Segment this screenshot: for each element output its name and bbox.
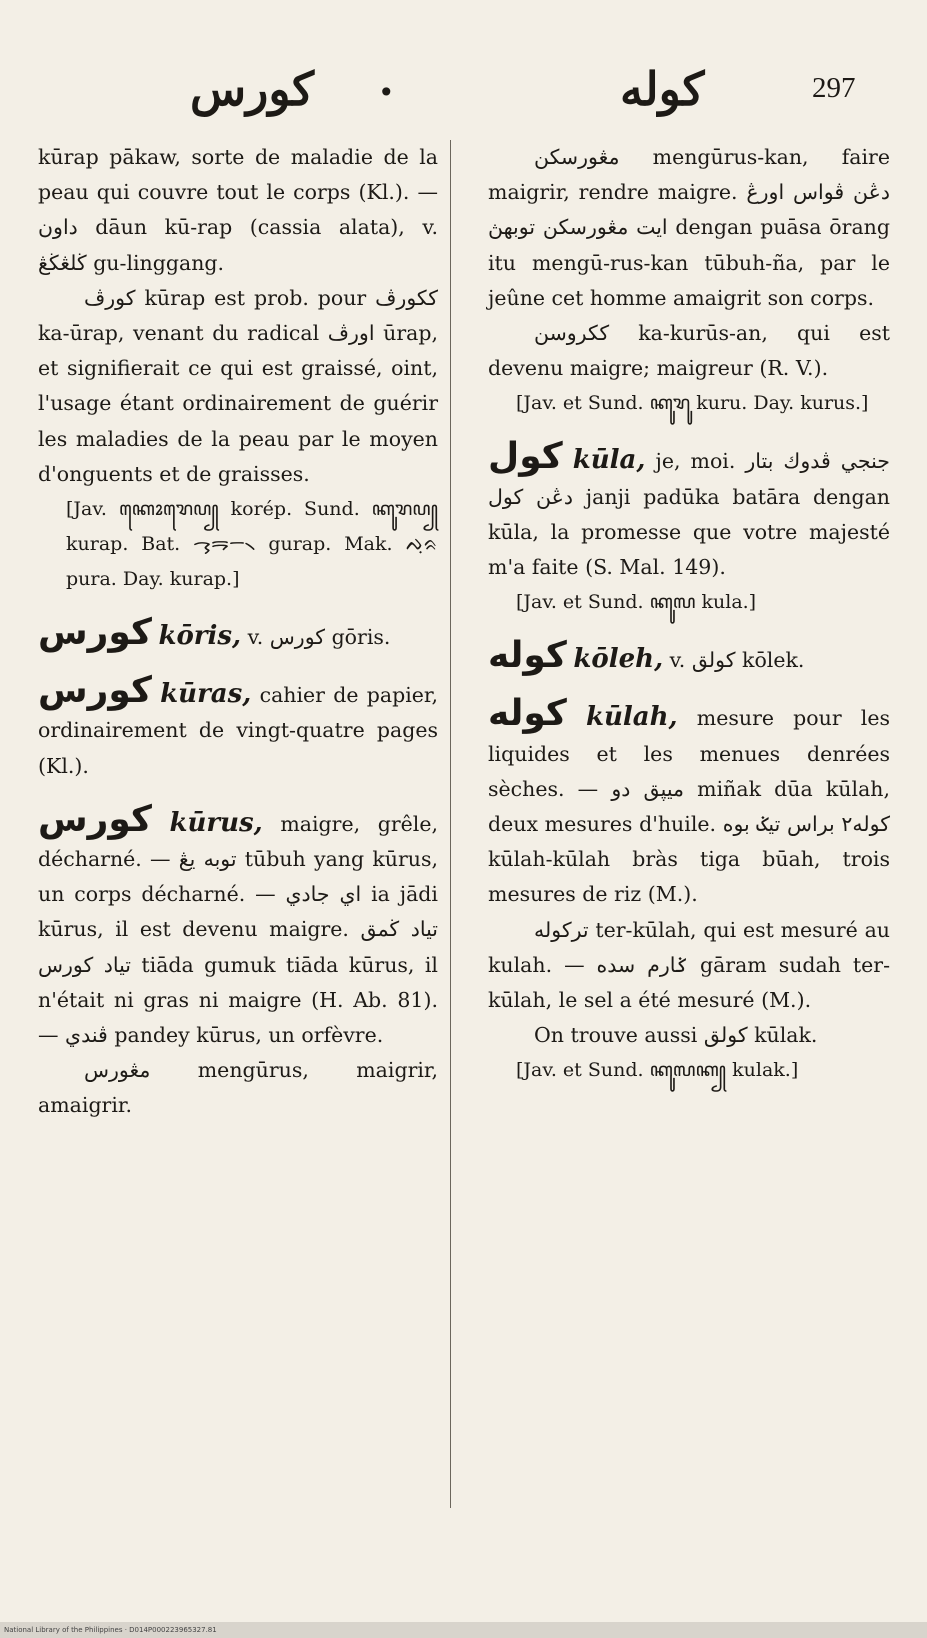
entry-koris-headword: kōris, (158, 621, 242, 652)
left-para-3: [Jav. ꦏꦺꦴꦫꦺꦥ꧀ korép. Sund. ꦏꦸꦫꦥ꧀ kurap. Bat. ᯎᯮᯒᯇ᯲ gurap. Mak. ᨄᨘᨑ pura. Day. kurap.] (66, 498, 438, 591)
entry-kurus-text: maigre, grêle, décharné. — توبه يڠ tūbuh yang kūrus, un corps décharné. — اي جادي ia jādi kūrus, il est devenu maigre. تياد ڬمق تياد كورس tiāda gumuk tiāda kūrus, il n'était ni gras ni maigre (H. Ab. 81). — ڤندي pandey kūrus, un orfèvre. (38, 811, 438, 1048)
entry-kula-headword: kūla, (572, 445, 646, 476)
entry-koris (38, 612, 438, 655)
right-para-5: تركوله ter-kūlah, qui est mesuré au kulah. — ݢارم سده gāram sudah ter-kūlah, le sel a été mesuré (M.). (488, 917, 891, 1013)
entry-kula-arabic: كول (488, 436, 563, 478)
left-para-mengurus: مڠورس mengūrus, maigrir, amaigrir. (38, 1058, 438, 1118)
right-para-3: [Jav. et Sund. ꦏꦸꦫꦸ kuru. Day. kurus.] (516, 392, 869, 415)
entry-koleh-text: v. كولق kōlek. (663, 648, 805, 673)
page-number: 297 (812, 72, 856, 104)
entry-koleh-arabic: كوله (488, 635, 567, 677)
entry-kuras-arabic: كورس (38, 670, 152, 712)
header-left-headword: كورس (190, 62, 315, 116)
entry-kulah-text: mesure pour les liquides et les menues denrées sèches. — ميڽق دو miñak dūa kūlah, deux mesures d'huile. كوله٢ براس تيݢ بوه kūlah-kūlah bràs tiga būah, trois mesures de riz (M.). (488, 706, 891, 907)
entry-kulah (488, 693, 891, 912)
entry-kurus-arabic: كورس (38, 798, 152, 840)
entry-kuras (38, 670, 438, 784)
right-para-4: [Jav. et Sund. ꦏꦸꦭ kula.] (516, 591, 757, 614)
entry-kurus-headword: kūrus, (169, 807, 263, 838)
entry-kulah-headword: kūlah, (586, 702, 678, 733)
entry-koris-text: v. كورس gōris. (241, 625, 391, 650)
footer-credit: National Library of the Philippines · D014P000223965327.81 (0, 1622, 927, 1638)
right-para-6: On trouve aussi كولق kūlak. (534, 1023, 818, 1048)
right-column (488, 140, 890, 1088)
left-para-2: كورڤ kūrap est prob. pour ككورڤ ka-ūrap, venant du radical اورڤ ūrap, et signifierait ce qui est graissé, oint, l'usage étant ordinairement de guérir les maladies de la peau par le moyen d'onguents et de graisses. (38, 285, 438, 486)
right-para-7: [Jav. et Sund. ꦏꦸꦭꦏ꧀ kulak.] (516, 1059, 799, 1082)
column-divider (450, 140, 451, 1508)
entry-koleh (488, 635, 890, 678)
page-header (0, 62, 927, 132)
right-para-1: مڠورسكن mengūrus-kan, faire maigrir, rendre maigre. دڠن ڤواس اورڠ ايت مڠورسكن توبهڽ dengan puāsa ōrang itu mengū-rus-kan tūbuh-ña, par le jeûne cet homme amaigrit son corps. (488, 145, 890, 310)
left-para-1: kūrap pākaw, sorte de maladie de la peau qui couvre tout le corps (Kl.). — داون dāun kū-rap (cassia alata), v. ڬلڠڬڠ gu-linggang. (38, 145, 438, 275)
entry-kulah-arabic: كوله (488, 693, 567, 735)
entry-koris-arabic: كورس (38, 612, 152, 654)
entry-kurus (38, 798, 438, 1053)
left-column (38, 140, 438, 1124)
entry-kuras-headword: kūras, (160, 679, 252, 710)
entry-kula-text: je, moi. جنجي ڤدوك بتار دڠن كول janji padūka batāra dengan kūla, la promesse que votre majesté m'a faite (S. Mal. 149). (488, 449, 890, 580)
header-right-headword: كوله (620, 62, 705, 116)
header-dot: • (378, 76, 395, 109)
entry-kula (488, 436, 890, 585)
entry-koleh-headword: kōleh, (573, 644, 664, 675)
right-para-2: ككروسن ka-kurūs-an, qui est devenu maigre; maigreur (R. V.). (488, 321, 890, 381)
entry-kuras-text: cahier de papier, ordinairement de vingt-quatre pages (Kl.). (38, 683, 438, 778)
